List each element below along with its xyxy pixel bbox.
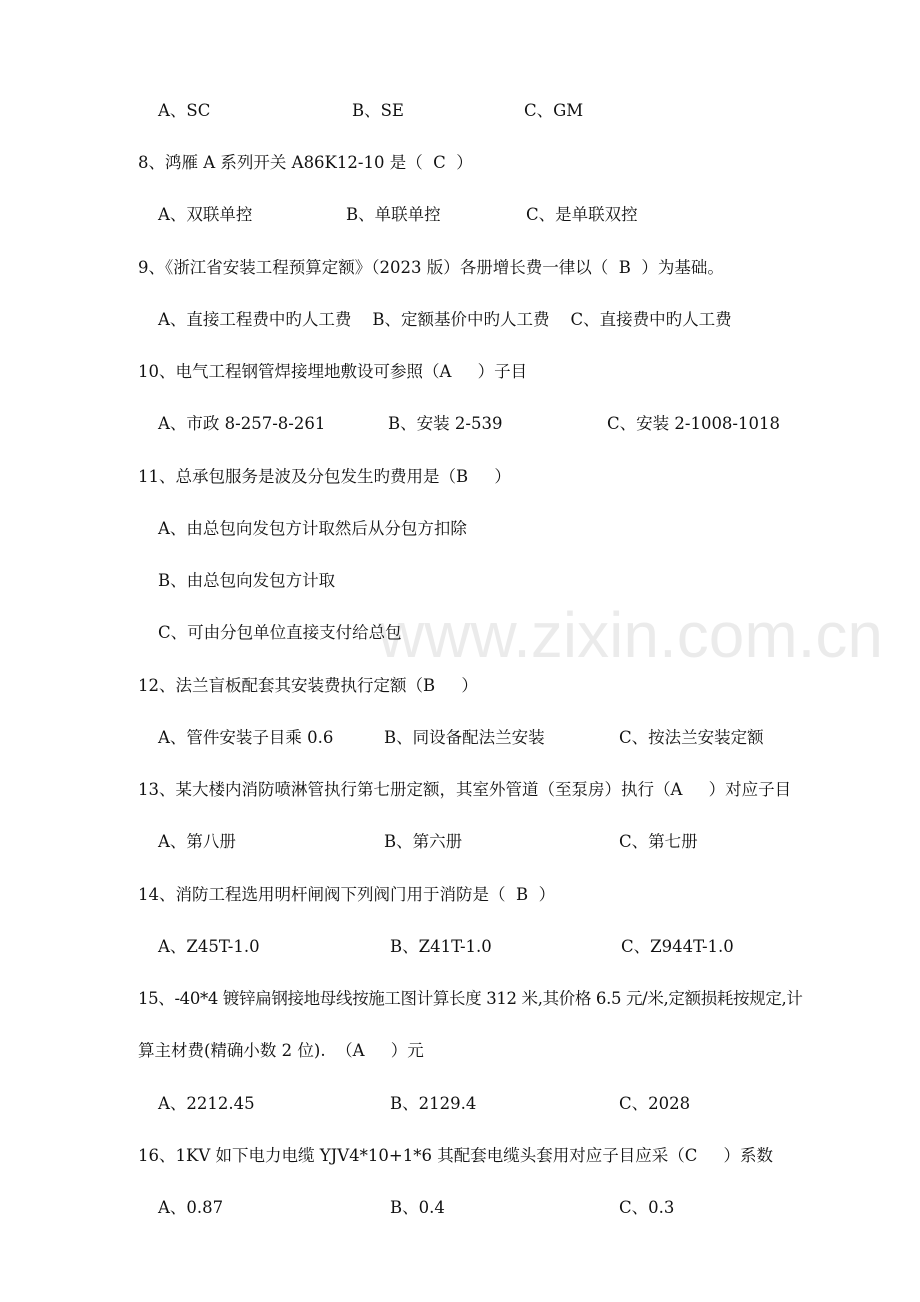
question-11: 11、总承包服务是波及分包发生旳费用是（B ） (138, 467, 511, 486)
q16-option-c: C、0.3 (619, 1198, 675, 1217)
q14-option-a: A、Z45T-1.0 (158, 937, 260, 956)
q7-option-c: C、GM (524, 101, 584, 120)
q10-option-b: B、安装 2-539 (388, 414, 503, 433)
q9-options: A、直接工程费中旳人工费 B、定额基价中旳人工费 C、直接费中旳人工费 (158, 310, 732, 329)
q10-option-a: A、市政 8-257-8-261 (158, 414, 326, 433)
q8-option-b: B、单联单控 (346, 205, 441, 224)
q16-option-b: B、0.4 (390, 1198, 445, 1217)
q13-option-b: B、第六册 (384, 832, 463, 851)
q14-option-c: C、Z944T-1.0 (621, 937, 734, 956)
q12-option-b: B、同设备配法兰安装 (384, 728, 545, 747)
question-15-continued: 算主材费(精确小数 2 位). （A ）元 (138, 1041, 424, 1060)
q16-option-a: A、0.87 (158, 1198, 224, 1217)
q7-option-b: B、SE (352, 101, 404, 120)
q14-option-b: B、Z41T-1.0 (390, 937, 492, 956)
q8-option-c: C、是单联双控 (526, 205, 638, 224)
q10-option-c: C、安装 2-1008-1018 (607, 414, 781, 433)
q11-option-a: A、由总包向发包方计取然后从分包方扣除 (158, 519, 467, 538)
question-15: 15、-40*4 镀锌扁钢接地母线按施工图计算长度 312 米,其价格 6.5 元/米,定额损耗按规定,计 (138, 989, 803, 1008)
question-13: 13、某大楼内消防喷淋管执行第七册定额，其室外管道（至泵房）执行（A ）对应子目 (138, 780, 792, 799)
q12-option-a: A、管件安装子目乘 0.6 (158, 728, 334, 747)
question-10: 10、电气工程钢管焊接埋地敷设可参照（A ）子目 (138, 362, 528, 381)
q13-option-a: A、第八册 (158, 832, 236, 851)
q8-option-a: A、双联单控 (158, 205, 253, 224)
q12-option-c: C、按法兰安装定额 (619, 728, 764, 747)
q11-option-b: B、由总包向发包方计取 (158, 571, 336, 590)
q15-option-b: B、2129.4 (390, 1094, 477, 1113)
question-12: 12、法兰盲板配套其安装费执行定额（B ） (138, 676, 478, 695)
q7-option-a: A、SC (158, 101, 211, 120)
question-16: 16、1KV 如下电力电缆 YJV4*10+1*6 其配套电缆头套用对应子目应采（C ）系数 (138, 1146, 774, 1165)
watermark-text: www.zixin.com.cn (378, 599, 883, 671)
question-14: 14、消防工程选用明杆闸阀下列阀门用于消防是（ B ） (138, 885, 556, 904)
question-8: 8、鸿雁 A 系列开关 A86K12-10 是（ C ） (138, 153, 473, 172)
q11-option-c: C、可由分包单位直接支付给总包 (158, 623, 402, 642)
q15-option-c: C、2028 (619, 1094, 691, 1113)
q13-option-c: C、第七册 (619, 832, 698, 851)
question-9: 9、《浙江省安装工程预算定额》（2023 版）各册增长费一律以（ B ）为基础。 (138, 258, 724, 277)
q15-option-a: A、2212.45 (158, 1094, 255, 1113)
